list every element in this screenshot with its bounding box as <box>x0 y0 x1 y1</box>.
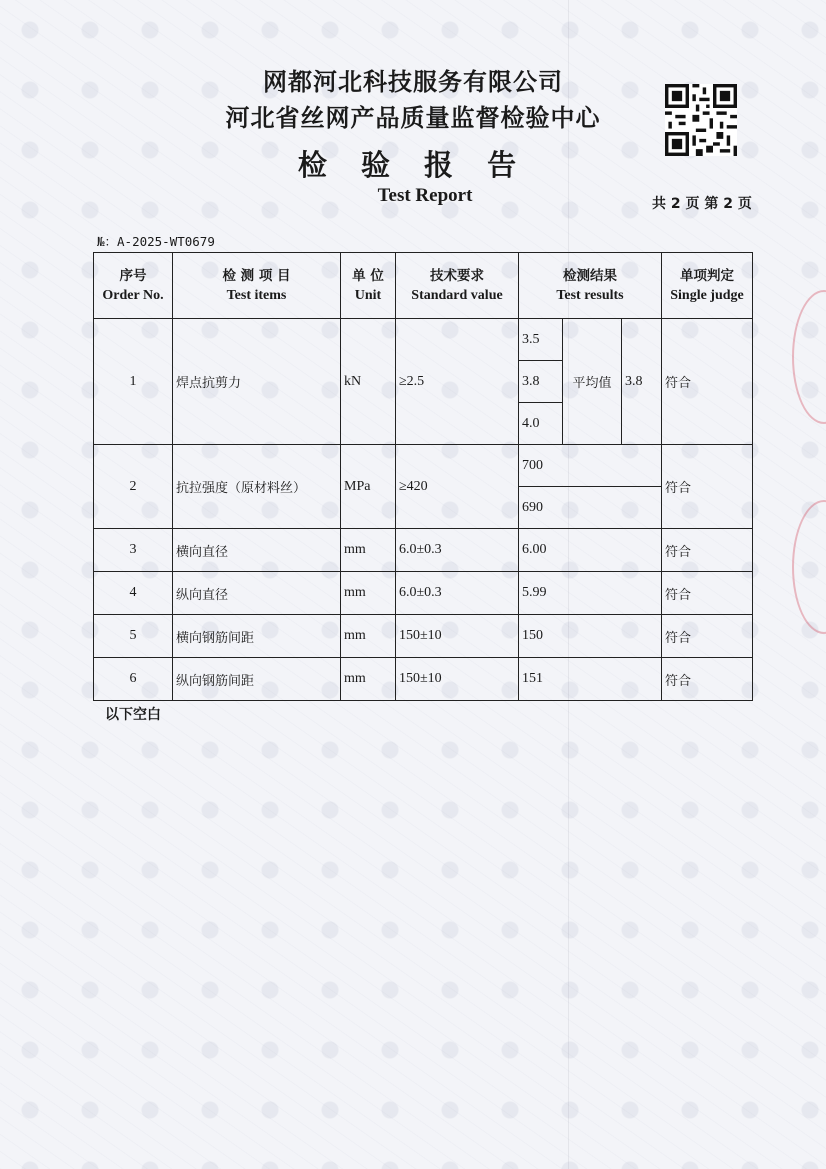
report-title: 检 验 报 告 <box>297 148 529 182</box>
cell-result: 150 <box>519 615 662 658</box>
cell-judge: 符合 <box>662 658 753 701</box>
cell-test-item: 纵向钢筋间距 <box>173 658 341 701</box>
red-seal-edge <box>792 500 826 634</box>
cell-result: 151 <box>519 658 662 701</box>
org-name-line1: 网都河北科技服务有限公司 <box>263 68 563 96</box>
cell-judge: 符合 <box>662 319 753 445</box>
cell-average-value: 3.8 <box>622 319 662 445</box>
cell-unit: mm <box>341 572 396 615</box>
test-results-table <box>93 252 753 701</box>
cell-order-no: 5 <box>94 615 173 658</box>
header-order-no: 序号 Order No. <box>94 253 173 319</box>
cell-judge: 符合 <box>662 529 753 572</box>
cell-result: 5.99 <box>519 572 662 615</box>
cell-order-no: 4 <box>94 572 173 615</box>
cell-standard: ≥420 <box>396 445 519 529</box>
cell-test-item: 焊点抗剪力 <box>173 319 341 445</box>
report-title-en: Test Report <box>377 185 473 206</box>
header-test-results: 检测结果 Test results <box>519 253 662 319</box>
table-row <box>94 319 753 361</box>
cell-test-item: 抗拉强度（原材料丝） <box>173 445 341 529</box>
cell-result: 4.0 <box>519 403 563 445</box>
table-row <box>94 615 753 658</box>
cell-judge: 符合 <box>662 445 753 529</box>
cell-standard: 150±10 <box>396 615 519 658</box>
cell-judge: 符合 <box>662 572 753 615</box>
header-unit: 单 位 Unit <box>341 253 396 319</box>
end-of-report-note: 以下空白 <box>105 707 161 723</box>
cell-test-item: 横向钢筋间距 <box>173 615 341 658</box>
cell-standard: ≥2.5 <box>396 319 519 445</box>
cell-order-no: 6 <box>94 658 173 701</box>
cell-result: 3.5 <box>519 319 563 361</box>
report-number: №：A-2025-WT0679 <box>97 234 215 249</box>
org-name-line2: 河北省丝网产品质量监督检验中心 <box>225 104 601 132</box>
cell-order-no: 3 <box>94 529 173 572</box>
table-header-row <box>94 253 753 319</box>
cell-standard: 6.0±0.3 <box>396 529 519 572</box>
cell-judge: 符合 <box>662 615 753 658</box>
cell-unit: kN <box>341 319 396 445</box>
table-row <box>94 445 753 487</box>
cell-standard: 150±10 <box>396 658 519 701</box>
cell-standard: 6.0±0.3 <box>396 572 519 615</box>
header-test-items: 检 测 项 目 Test items <box>173 253 341 319</box>
red-seal-edge <box>792 290 826 424</box>
cell-result: 700 <box>519 445 662 487</box>
cell-order-no: 1 <box>94 319 173 445</box>
header-single-judge: 单项判定 Single judge <box>662 253 753 319</box>
cell-test-item: 纵向直径 <box>173 572 341 615</box>
header-standard-value: 技术要求 Standard value <box>396 253 519 319</box>
cell-average-label: 平均值 <box>563 319 622 445</box>
cell-unit: mm <box>341 615 396 658</box>
cell-test-item: 横向直径 <box>173 529 341 572</box>
cell-result: 3.8 <box>519 361 563 403</box>
qr-code-icon <box>665 84 737 156</box>
cell-order-no: 2 <box>94 445 173 529</box>
cell-unit: MPa <box>341 445 396 529</box>
table-row <box>94 572 753 615</box>
cell-result: 690 <box>519 487 662 529</box>
cell-result: 6.00 <box>519 529 662 572</box>
page-info: 共 2 页 第 2 页 <box>652 196 752 212</box>
cell-unit: mm <box>341 658 396 701</box>
cell-unit: mm <box>341 529 396 572</box>
table-row <box>94 658 753 701</box>
table-row <box>94 529 753 572</box>
